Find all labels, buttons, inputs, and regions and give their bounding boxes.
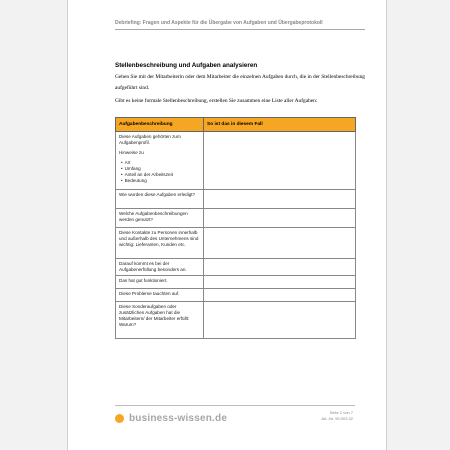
page-number: Seite 2 von 7 [329, 410, 353, 415]
aspect-list [119, 160, 200, 184]
section-title: Stellenbeschreibung und Aufgaben analysieren [115, 62, 258, 69]
business-wissen-logo [115, 413, 227, 424]
table-row [116, 190, 356, 209]
header-task-description: Aufgabenbeschreibung [116, 118, 204, 132]
answer-cell[interactable] [204, 190, 356, 209]
footer-divider [115, 405, 355, 406]
row-text: Diese Aufgaben gehörten zum Aufgabenprofil. [119, 134, 181, 145]
list-item: • Bedeutung [121, 178, 200, 184]
table-header-row [116, 118, 356, 132]
table-row [116, 276, 356, 289]
list-item: • Art [121, 160, 200, 166]
row-label: Diese Probleme tauchten auf. [116, 289, 204, 302]
answer-cell[interactable] [204, 289, 356, 302]
answer-cell[interactable] [204, 132, 356, 190]
row-label: Wie wurden diese Aufgaben erledigt? [116, 190, 204, 209]
answer-cell[interactable] [204, 259, 356, 276]
row-label: Darauf kommt es bei der Aufgabenerfüllung besonders an. [116, 259, 204, 276]
list-item: • Anteil an der Arbeitszeit [121, 172, 200, 178]
answer-cell[interactable] [204, 209, 356, 228]
list-instruction-paragraph: Gibt es keine formale Stellenbeschreibung, erstellen Sie zusammen eine Liste aller Aufgaben: [115, 98, 318, 104]
answer-cell[interactable] [204, 302, 356, 339]
hint-label: Hinweise zu [119, 150, 144, 155]
answer-cell[interactable] [204, 276, 356, 289]
header-this-case: So ist das in diesem Fall [204, 118, 356, 132]
row-label: Diese Kontakte zu Personen innerhalb und außerhalb des Unternehmens sind wichtig: Lieferanten, Kunden etc. [116, 228, 204, 259]
table-row [116, 302, 356, 339]
table-row [116, 228, 356, 259]
table-row [116, 209, 356, 228]
intro-paragraph: Gehen Sie mit der Mitarbeiterin oder dem Mitarbeiter die einzelnen Aufgaben durch, die in der Stellenbeschreibung aufgeführt sind. [115, 74, 365, 91]
article-number: Art.-Nr. 99.003.32 [321, 416, 353, 421]
row-label [116, 132, 204, 190]
document-header: Debriefing: Fragen und Aspekte für die Übergabe von Aufgaben und Übergabeprotokoll [115, 20, 365, 30]
table-row [116, 289, 356, 302]
task-analysis-table [115, 117, 356, 339]
table-row [116, 132, 356, 190]
row-label: Diese Sonderaufgaben oder zusätzlichen Aufgaben hat die Mitarbeitern/ der Mitarbeiter erfüllt: Warum? [116, 302, 204, 339]
answer-cell[interactable] [204, 228, 356, 259]
footer-meta [321, 410, 353, 422]
logo-dot-icon [115, 414, 124, 423]
row-label: Welche Aufgabenbeschreibungen werden genutzt? [116, 209, 204, 228]
row-label: Das hat gut funktioniert. [116, 276, 204, 289]
list-item: • Umfang [121, 166, 200, 172]
document-page [67, 0, 387, 450]
logo-text: business-wissen.de [129, 413, 228, 424]
table-row [116, 259, 356, 276]
